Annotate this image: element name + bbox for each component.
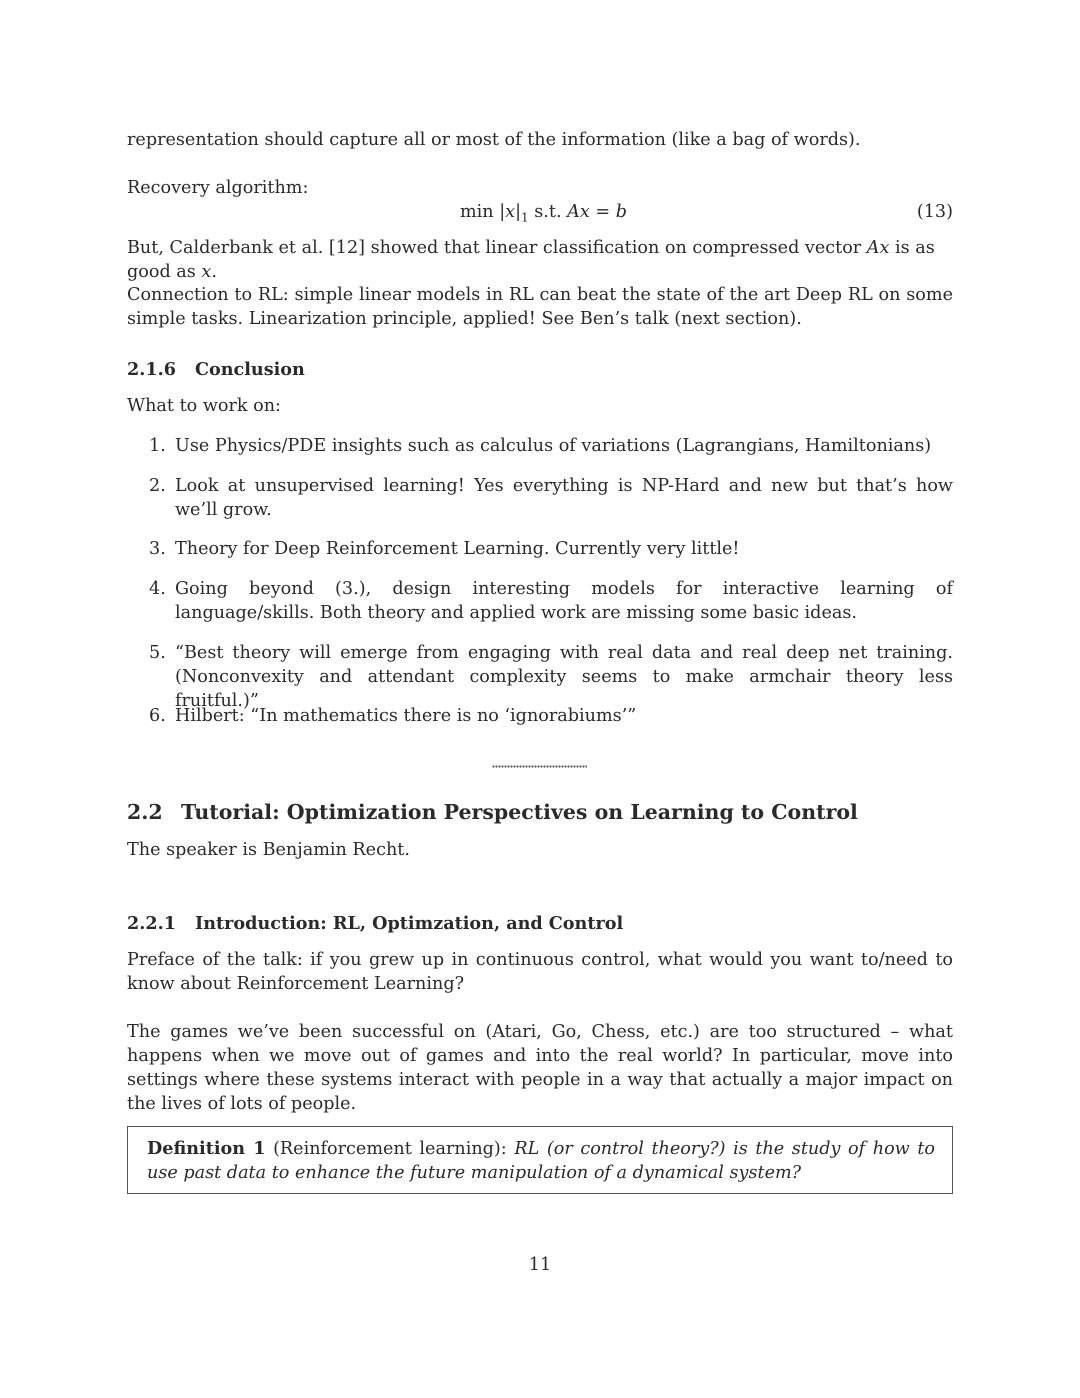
paragraph-speaker: The speaker is Benjamin Recht. xyxy=(127,840,410,860)
section-separator xyxy=(492,765,587,770)
page-number: 11 xyxy=(528,1255,552,1275)
paragraph-recovery-algorithm: Recovery algorithm: xyxy=(127,178,309,198)
paragraph-connection-to-rl: Connection to RL: simple linear models in RL can beat the state of the art Deep RL on some simple tasks. Linearization principle, applied! See Ben’s talk (next section). xyxy=(127,285,953,329)
list-item: 5. “Best theory will emerge from engaging with real data and real deep net training. (Nonconvexity and attendant complexity seems to make armchair theory less fruitful.)” xyxy=(149,643,953,711)
paragraph-what-to-work-on: What to work on: xyxy=(127,396,281,416)
paragraph-games: The games we’ve been successful on (Atari, Go, Chess, etc.) are too structured – what happens when we move out of games and into the real world? In particular, move into settings where these systems interact with people in a way that actually a major impact on the lives of lots of people. xyxy=(127,1022,953,1114)
list-item: 2. Look at unsupervised learning! Yes everything is NP-Hard and new but that’s how we’ll grow. xyxy=(149,476,953,520)
definition-label: Definition 1 xyxy=(147,1138,266,1159)
definition-name: (Reinforcement learning): xyxy=(265,1139,507,1159)
definition-box xyxy=(127,1126,953,1194)
section-heading-2-2-1: 2.2.1 Introduction: RL, Optimzation, and Control xyxy=(127,913,624,934)
list-item: 6. Hilbert: “In mathematics there is no ‘ignorabiums’” xyxy=(149,706,637,726)
list-item: 1. Use Physics/PDE insights such as calculus of variations (Lagrangians, Hamiltonians) xyxy=(149,436,932,456)
list-item: 4. Going beyond (3.), design interesting models for interactive learning of language/skills. Both theory and applied work are missing some basic ideas. xyxy=(149,579,953,623)
section-heading-2-1-6: 2.1.6 Conclusion xyxy=(127,359,305,380)
list-item: 3. Theory for Deep Reinforcement Learning. Currently very little! xyxy=(149,539,740,559)
paragraph-calderbank: But, Calderbank et al. [12] showed that linear classification on compressed vector Ax is as good as x. xyxy=(127,238,935,282)
definition-body: RL (or control theory?) is the study of how to use past data to enhance the future manipulation of a dynamical system? xyxy=(147,1139,936,1183)
equation-body: $\min |x|_1$ s.t. Ax = b xyxy=(460,202,628,225)
paragraph-representation: representation should capture all or most of the information (like a bag of words). xyxy=(127,130,861,150)
equation-number: (13) xyxy=(916,202,953,222)
definition-text xyxy=(147,1137,935,1185)
paragraph-preface: Preface of the talk: if you grew up in continuous control, what would you want to/need to know about Reinforcement Learning? xyxy=(127,950,953,994)
section-heading-2-2: 2.2 Tutorial: Optimization Perspectives on Learning to Control xyxy=(127,800,858,824)
equation-13 xyxy=(127,200,953,224)
